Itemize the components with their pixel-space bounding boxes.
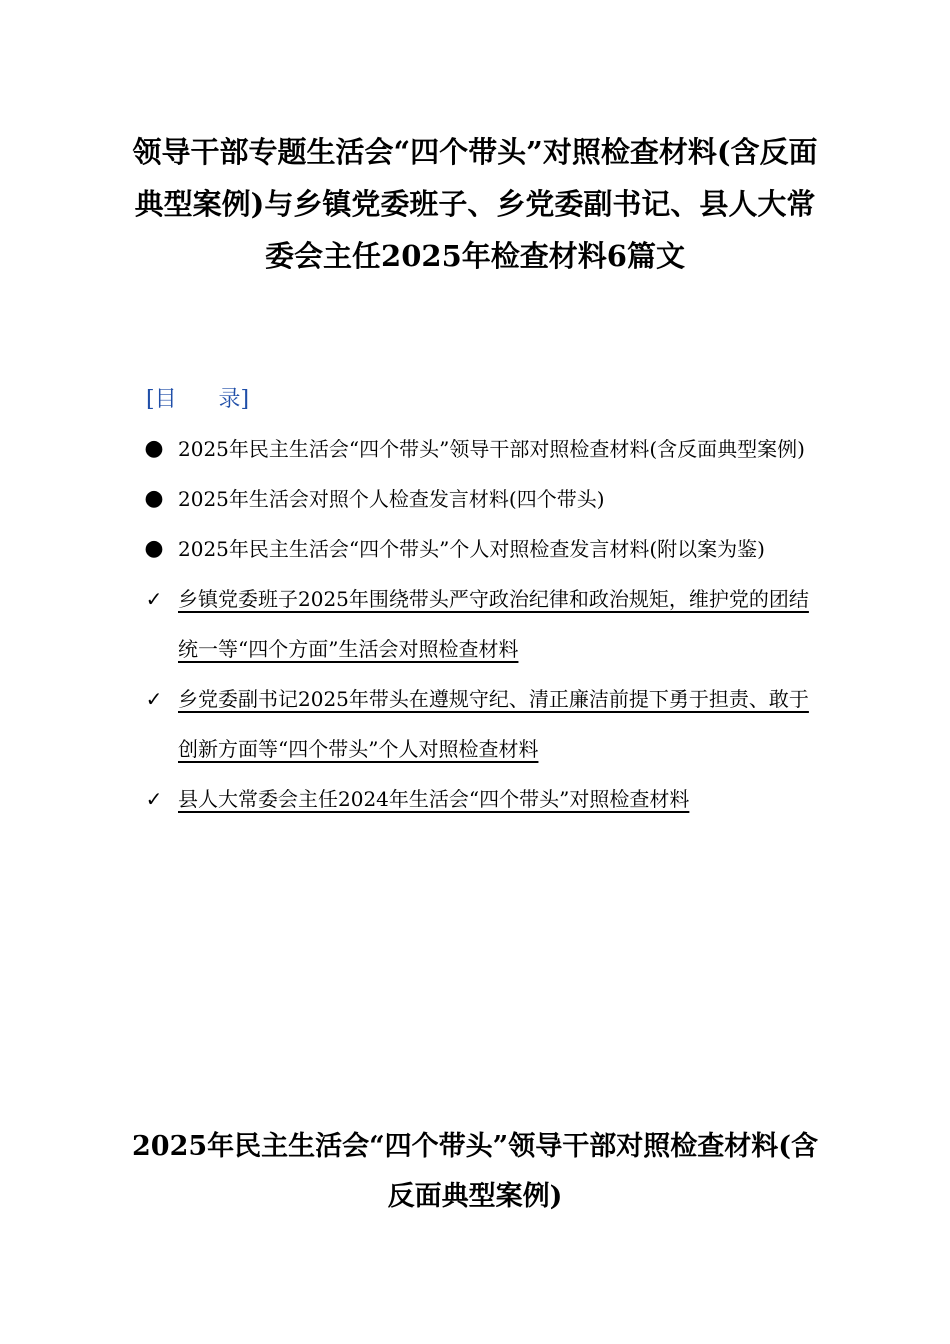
bullet-icon: ●: [144, 536, 164, 561]
checkmark-icon: ✓: [145, 587, 163, 611]
toc-link-text[interactable]: 乡镇党委班子2025年围绕带头严守政治纪律和政治规矩，维护党的团结统一等“四个方面”生活会对照检查材料: [178, 587, 809, 661]
toc-item-text: 2025年民主生活会“四个带头”个人对照检查发言材料(附以案为鉴): [178, 537, 765, 561]
table-of-contents: [140, 424, 820, 824]
toc-link-text[interactable]: 县人大常委会主任2024年生活会“四个带头”对照检查材料: [178, 787, 690, 811]
toc-item-text: 2025年民主生活会“四个带头”领导干部对照检查材料(含反面典型案例): [178, 437, 805, 461]
bullet-icon: ●: [144, 436, 164, 461]
toc-item: [140, 474, 820, 524]
toc-heading[interactable]: [目 录]: [146, 387, 250, 412]
toc-item-text: 2025年生活会对照个人检查发言材料(四个带头): [178, 487, 605, 511]
checkmark-icon: ✓: [145, 687, 163, 711]
toc-item-link[interactable]: [140, 674, 820, 774]
toc-link-text[interactable]: 乡党委副书记2025年带头在遵规守纪、清正廉洁前提下勇于担责、敢于创新方面等“四个带头”个人对照检查材料: [178, 687, 809, 761]
document-title: 领导干部专题生活会“四个带头”对照检查材料(含反面典型案例)与乡镇党委班子、乡党委副书记、县人大常委会主任2025年检查材料6篇文: [132, 135, 818, 273]
section-title: 2025年民主生活会“四个带头”领导干部对照检查材料(含反面典型案例): [132, 1131, 818, 1212]
checkmark-icon: ✓: [145, 787, 163, 811]
toc-item: [140, 424, 820, 474]
toc-item-link[interactable]: [140, 774, 820, 824]
bullet-icon: ●: [144, 486, 164, 511]
toc-item-link[interactable]: [140, 574, 820, 674]
toc-item: [140, 524, 820, 574]
